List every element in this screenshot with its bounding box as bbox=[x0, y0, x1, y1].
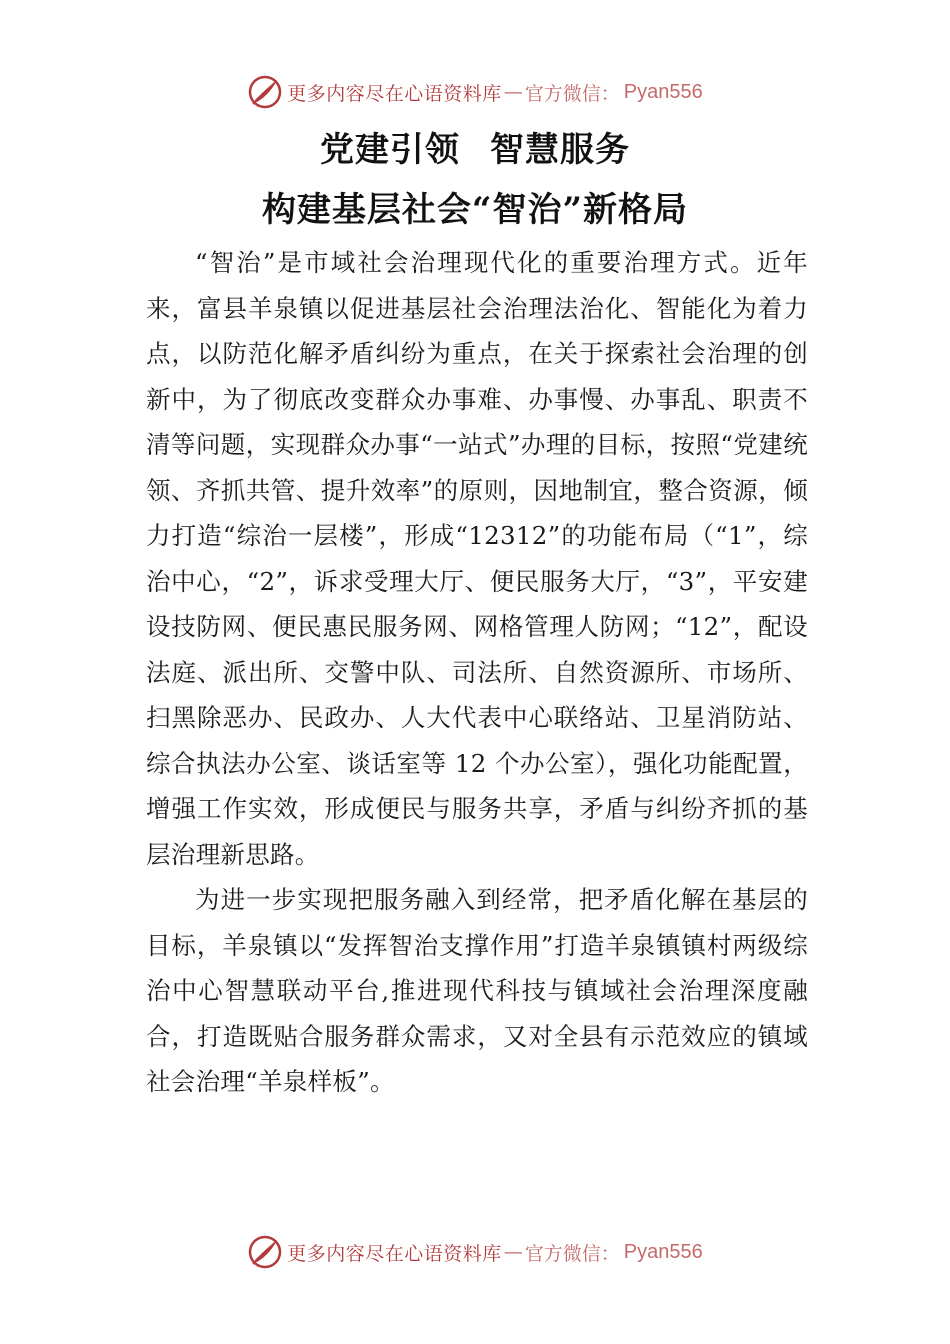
banner-wechat-id: Pyan556 bbox=[623, 1240, 703, 1263]
banner-dash: — bbox=[503, 1241, 523, 1263]
paragraph-1: “智治”是市域社会治理现代化的重要治理方式。近年来，富县羊泉镇以促进基层社会治理法治化、智能化为着力点，以防范化解矛盾纠纷为重点，在关于探索社会治理的创新中，为了彻底改变群众办事难、办事慢、办事乱、职责不清等问题，实现群众办事“一站式”办理的目标，按照“党建统领、齐抓共管、提升效率”的原则，因地制宜，整合资源，倾力打造“综治一层楼”，形成“12312”的功能布局（“1”，综治中心，“2”，诉求受理大厅、便民服务大厅，“3”，平安建设技防网、便民惠民服务网、网格管理人防网；“12”，配设法庭、派出所、交警中队、司法所、自然资源所、市场所、扫黑除恶办、民政办、人大代表中心联络站、卫星消防站、综合执法办公室、谈话室等 12 个办公室），强化功能配置，增强工作实效，形成便民与服务共享，矛盾与纠纷齐抓的基层治理新思路。 bbox=[146, 248, 808, 869]
banner-wechat-id: Pyan556 bbox=[623, 80, 703, 103]
banner-text: 更多内容尽在心语资料库 bbox=[287, 82, 502, 105]
banner-wechat-label: 官方微信： bbox=[524, 1242, 620, 1265]
banner-text: 更多内容尽在心语资料库 bbox=[287, 1242, 502, 1265]
quill-seal-logo bbox=[247, 1234, 283, 1270]
banner-wechat-label: 官方微信： bbox=[524, 82, 620, 105]
footer-watermark-banner bbox=[0, 1232, 950, 1272]
paragraph-2: 为进一步实现把服务融入到经常，把矛盾化解在基层的目标，羊泉镇以“发挥智治支撑作用”打造羊泉镇镇村两级综治中心智慧联动平台,推进现代科技与镇域社会治理深度融合，打造既贴合服务群众需求，又对全县有示范效应的镇域社会治理“羊泉样板”。 bbox=[146, 885, 808, 1096]
document-body bbox=[146, 240, 808, 1105]
banner-dash: — bbox=[503, 81, 523, 103]
quill-seal-logo bbox=[247, 74, 283, 110]
title-part2: 智慧服务 bbox=[490, 130, 630, 170]
document-title-line2: 构建基层社会“智治”新格局 bbox=[261, 190, 689, 230]
document-title-line1 bbox=[0, 122, 950, 171]
title-part1: 党建引领 bbox=[320, 130, 460, 170]
header-watermark-banner bbox=[0, 72, 950, 112]
